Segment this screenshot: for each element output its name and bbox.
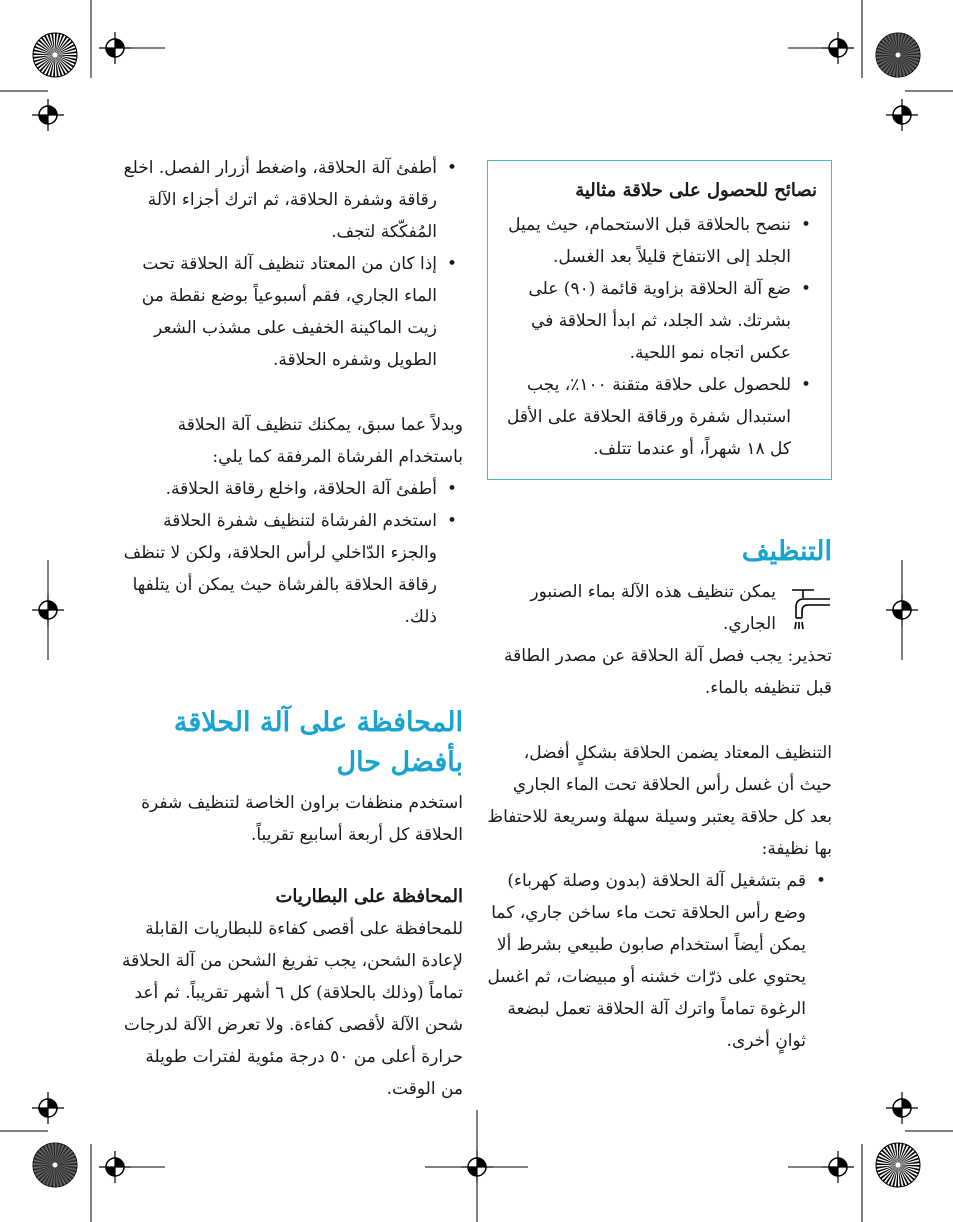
regular-cleaning-list (487, 865, 832, 1057)
tips-box (487, 160, 832, 480)
starburst-target-icon (33, 33, 77, 77)
registration-mark-icon (886, 594, 918, 626)
starburst-target-icon (33, 1143, 77, 1187)
registration-mark-icon (822, 32, 854, 64)
water-tap-icon (784, 586, 832, 630)
starburst-target-icon (876, 33, 920, 77)
maintain-text: استخدم منظفات براون الخاصة لتنظيف شفرة الحلاقة كل أربعة أسابيع تقريباً. (141, 793, 463, 845)
maintain-heading: المحافظة على آلة الحلاقة بأفضل حال (173, 707, 463, 778)
right-column (487, 160, 832, 1057)
registration-mark-icon (32, 1092, 64, 1124)
list-item: • استخدم الفرشاة لتنظيف شفرة الحلاقة والجزء الدّاخلي لرأس الحلاقة، ولكن لا تنظف رقاقة الحلاقة بالفرشاة حيث يمكن أن يتلفها ذلك. (118, 505, 463, 633)
registration-mark-icon (822, 1151, 854, 1183)
registration-mark-icon (886, 99, 918, 131)
registration-mark-icon (886, 1092, 918, 1124)
disassembly-list (118, 152, 463, 376)
tap-note (487, 576, 832, 640)
list-item: • قم بتشغيل آلة الحلاقة (بدون وصلة كهرباء) وضع رأس الحلاقة تحت ماء ساخن جاري، كما يمكن أيضاً استخدام صابون طبيعي بشرط ألا يحتوي على ذرّات خشنه أو مبيضات، ثم اغسل الرغوة تماماً واترك آلة الحلاقة تعمل لبضعة ثوانٍ أخرى. (487, 865, 832, 1057)
starburst-target-icon (876, 1143, 920, 1187)
list-item: • أطفئ آلة الحلاقة، واضغط أزرار الفصل. اخلع رقاقة وشفرة الحلاقة، ثم اترك أجزاء الآلة المُفكّكة لتجف. (118, 152, 463, 248)
list-item: • أطفئ آلة الحلاقة، واخلع رقاقة الحلاقة. (118, 473, 463, 505)
registration-mark-icon (99, 32, 131, 64)
list-item: • إذا كان من المعتاد تنظيف آلة الحلاقة تحت الماء الجاري، فقم أسبوعياً بوضع نقطة من زيت الماكينة الخفيف على مشذب الشعر الطويل وشفره الحلاقة. (118, 248, 463, 376)
cleaning-heading: التنظيف (741, 536, 832, 567)
regular-cleaning-text: التنظيف المعتاد يضمن الحلاقة بشكلٍ أفضل، حيث أن غسل رأس الحلاقة تحت الماء الجاري بعد كل حلاقة يعتبر وسيلة سهلة وسريعة للاحتفاظ بها نظيفة: (487, 743, 832, 859)
brush-intro: وبدلاً عما سبق، يمكنك تنظيف آلة الحلاقة باستخدام الفرشاة المرفقة كما يلي: (177, 415, 463, 467)
tap-text: يمكن تنظيف هذه الآلة بماء الصنبور الجاري. (530, 582, 776, 634)
battery-text: للمحافظة على أقصى كفاءة للبطاريات القابلة لإعادة الشحن، يجب تفريغ الشحن من آلة الحلاقة تماماً (وذلك بالحلاقة) كل ٦ أشهر تقريباً. ثم أعد شحن الآلة لأقصى كفاءة. ولا تعرض الآلة لدرجات حرارة أعلى من ٥٠ درجة مئوية لفترات طويلة من الوقت. (122, 919, 463, 1099)
battery-heading: المحافظة على البطاريات (275, 886, 463, 907)
registration-mark-icon (99, 1151, 131, 1183)
list-item: • ضع آلة الحلاقة بزاوية قائمة (٩٠) على بشرتك. شد الجلد، ثم ابدأ الحلاقة في عكس اتجاه نمو اللحية. (500, 273, 817, 369)
registration-mark-icon (461, 1151, 493, 1183)
brush-list (118, 473, 463, 633)
list-item: • ننصح بالحلاقة قبل الاستحمام، حيث يميل الجلد إلى الانتفاخ قليلاً بعد الغسل. (500, 209, 817, 273)
list-item: • للحصول على حلاقة متقنة ١٠٠٪، يجب استبدال شفرة ورقاقة الحلاقة على الأقل كل ١٨ شهراً، أو عندما تتلف. (500, 369, 817, 465)
tips-list (500, 209, 817, 465)
registration-mark-icon (32, 99, 64, 131)
registration-mark-icon (32, 594, 64, 626)
tips-heading: نصائح للحصول على حلاقة مثالية (575, 180, 817, 201)
left-column (118, 152, 463, 1105)
warning-text: تحذير: يجب فصل آلة الحلاقة عن مصدر الطاقة قبل تنظيفه بالماء. (503, 646, 832, 698)
